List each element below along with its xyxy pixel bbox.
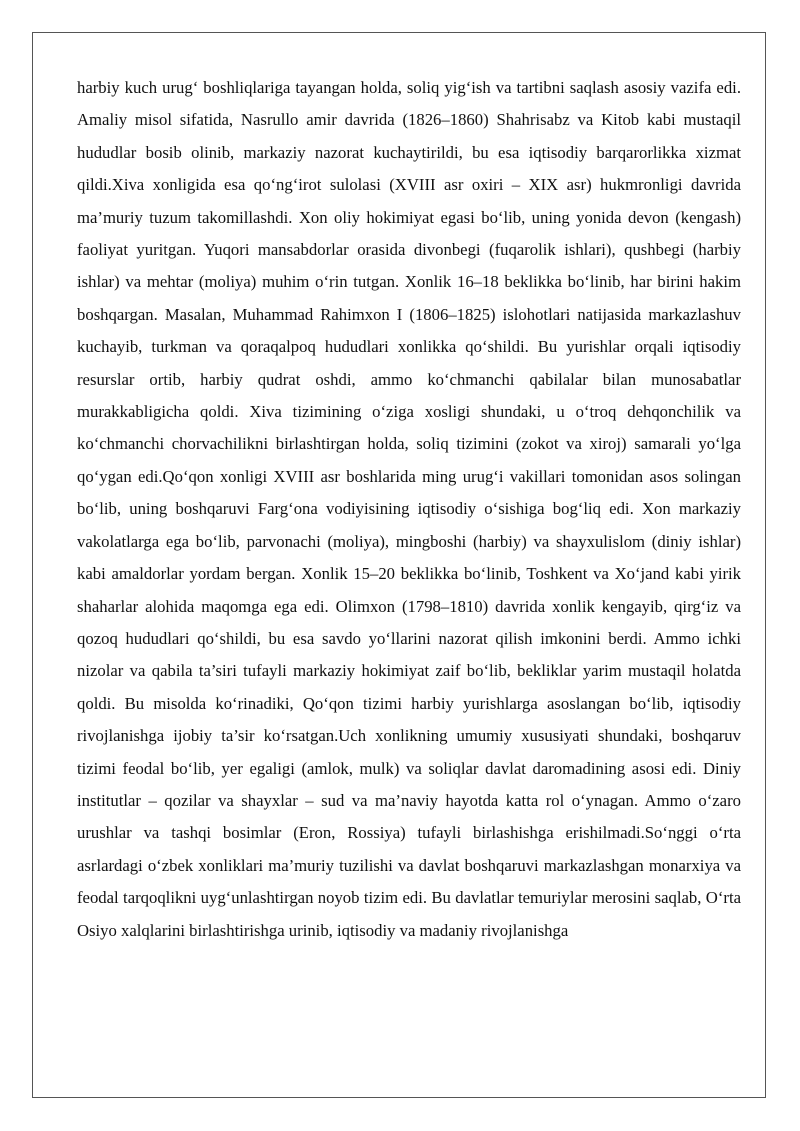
body-paragraph: harbiy kuch urug‘ boshliqlariga tayangan holda, soliq yig‘ish va tartibni saqlash asosiy vazifa edi. Amaliy misol sifatida, Nasrullo amir davrida (1826–1860) Shahrisabz va Kitob kabi mustaqil hududlar bosib olinib, markaziy nazorat kuchaytirildi, bu esa iqtisodiy barqarorlikka xizmat qildi.Xiva xonligida esa qo‘ng‘irot sulolasi (XVIII asr oxiri – XIX asr) hukmronligi davrida ma’muriy tuzum takomillashdi. Xon oliy hokimiyat egasi bo‘lib, uning yonida devon (kengash) faoliyat yuritgan. Yuqori mansabdorlar orasida divonbegi (fuqarolik ishlari), qushbegi (harbiy ishlar) va mehtar (moliya) muhim o‘rin tutgan. Xonlik 16–18 beklikka bo‘linib, har birini hakim boshqargan. Masalan, Muhammad Rahimxon I (1806–1825) islohotlari natijasida markazlashuv kuchayib, turkman va qoraqalpoq hududlari xonlikka qo‘shildi. Bu yurishlar orqali iqtisodiy resurslar ortib, harbiy qudrat oshdi, ammo ko‘chmanchi qabilalar bilan munosabatlar murakkabligicha qoldi. Xiva tizimining o‘ziga xosligi shundaki, u o‘troq dehqonchilik va ko‘chmanchi chorvachilikni birlashtirgan holda, soliq tizimini (zokot va xiroj) samarali yo‘lga qo‘ygan edi.Qo‘qon xonligi XVIII asr boshlarida ming urug‘i vakillari tomonidan asos solingan bo‘lib, uning boshqaruvi Farg‘ona vodiyisining iqtisodiy o‘sishiga bog‘liq edi. Xon markaziy vakolatlarga ega bo‘lib, parvonachi (moliya), mingboshi (harbiy) va shayxulislom (diniy ishlar) kabi amaldorlar yordam bergan. Xonlik 15–20 beklikka bo‘linib, Toshkent va Xo‘jand kabi yirik shaharlar alohida maqomga ega edi. Olimxon (1798–1810) davrida xonlik kengayib, qirg‘iz va qozoq hududlari qo‘shildi, bu esa savdo yo‘llarini nazorat qilish imkonini berdi. Ammo ichki nizolar va qabila ta’siri tufayli markaziy hokimiyat zaif bo‘lib, bekliklar yarim mustaqil holatda qoldi. Bu misolda ko‘rinadiki, Qo‘qon tizimi harbiy yurishlarga asoslangan bo‘lib, iqtisodiy rivojlanishga ijobiy ta’sir ko‘rsatgan.Uch xonlikning umumiy xususiyati shundaki, boshqaruv tizimi feodal bo‘lib, yer egaligi (amlok, mulk) va soliqlar davlat daromadining asosi edi. Diniy institutlar – qozilar va shayxlar – sud va ma’naviy hayotda katta rol o‘ynagan. Ammo o‘zaro urushlar va tashqi bosimlar (Eron, Rossiya) tufayli birlashishga erishilmadi.So‘nggi o‘rta asrlardagi o‘zbek xonliklari ma’muriy tuzilishi va davlat boshqaruvi markazlashgan monarxiya va feodal tarqoqlikni uyg‘unlashtirgan noyob tizim edi. Bu davlatlar temuriylar merosini saqlab, O‘rta Osiyo xalqlarini birlashtirishga urinib, iqtisodiy va madaniy rivojlanishga xyxy=(77,78,741,940)
